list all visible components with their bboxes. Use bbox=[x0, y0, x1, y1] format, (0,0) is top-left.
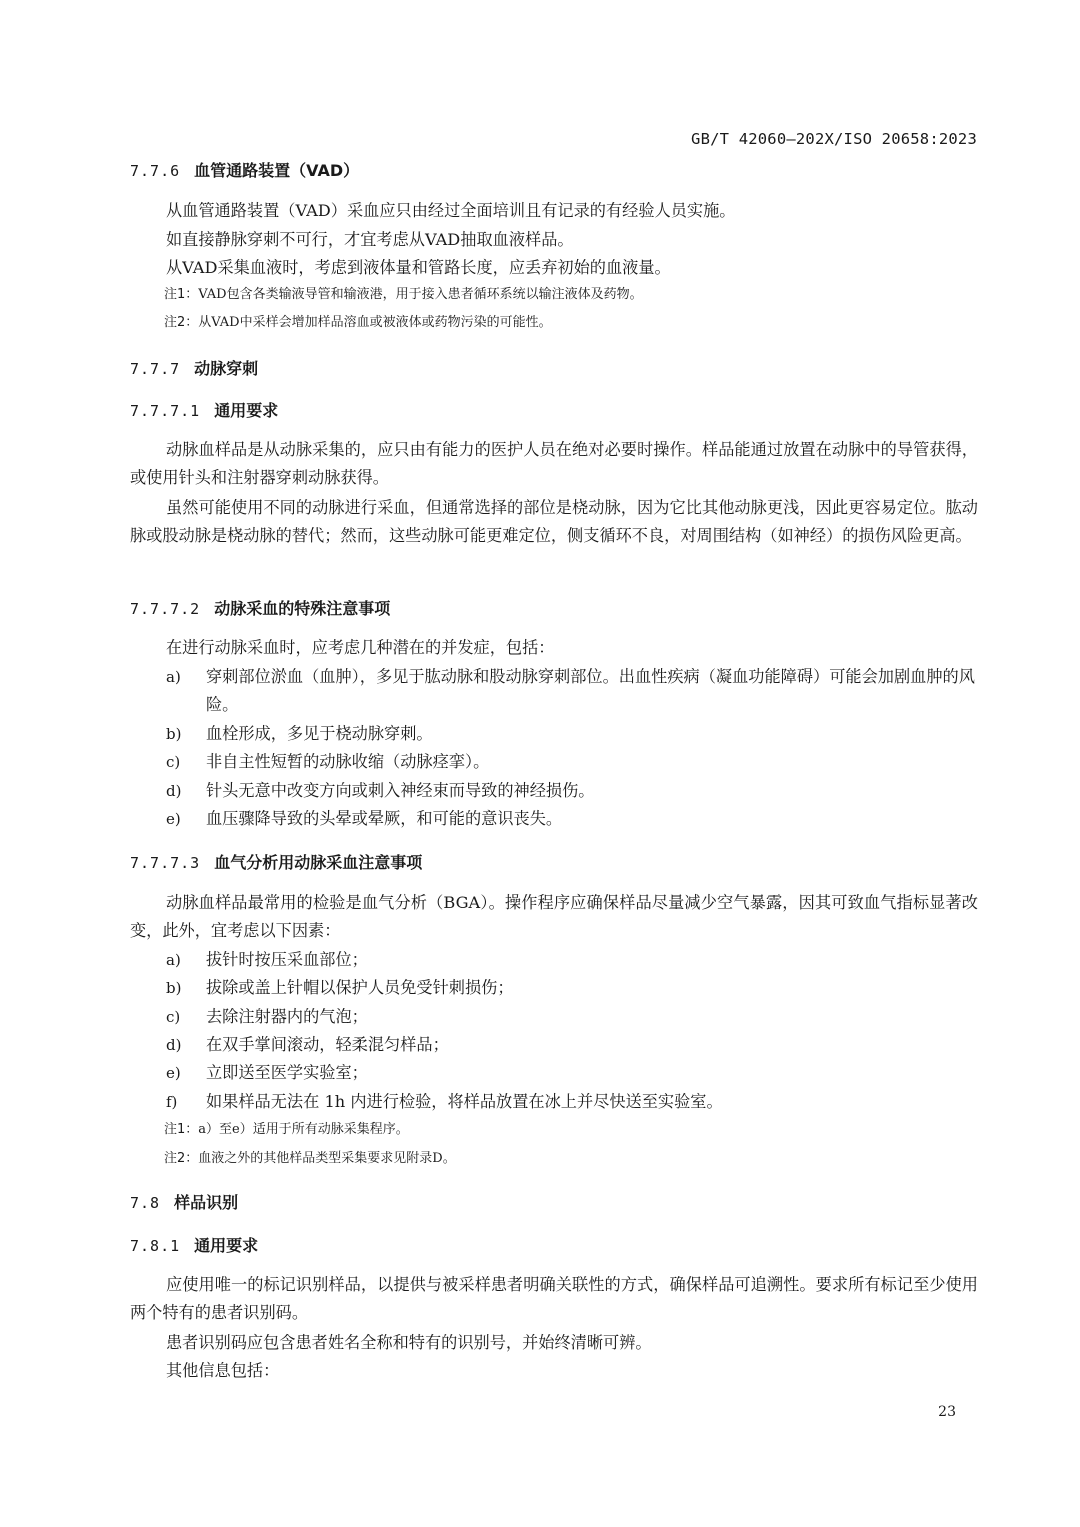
list-label: e) bbox=[166, 810, 181, 828]
note bbox=[164, 313, 552, 333]
list-item bbox=[166, 946, 978, 974]
note-label: 注2： bbox=[164, 315, 199, 330]
list-label: f) bbox=[166, 1093, 178, 1111]
heading-title: 通用要求 bbox=[194, 1236, 259, 1255]
note-label: 注2： bbox=[164, 1151, 199, 1166]
list-label: b) bbox=[166, 725, 182, 743]
paragraph: 其他信息包括： bbox=[166, 1361, 280, 1380]
list-item bbox=[166, 974, 978, 1002]
note bbox=[164, 1149, 456, 1169]
list-label: d) bbox=[166, 782, 182, 800]
note bbox=[164, 285, 643, 305]
heading-title: 动脉采血的特殊注意事项 bbox=[214, 599, 391, 618]
heading-7-7-7 bbox=[130, 356, 258, 379]
note bbox=[164, 1120, 409, 1140]
paragraph: 从VAD采集血液时，考虑到液体量和管路长度，应丢弃初始的血液量。 bbox=[166, 258, 671, 277]
heading-number: 7.7.7 bbox=[130, 360, 181, 378]
standard-header: GB/T 42060—202X/ISO 20658:2023 bbox=[691, 130, 977, 148]
list-text: 针头无意中改变方向或刺入神经束而导致的神经损伤。 bbox=[206, 781, 595, 800]
paragraph: 如直接静脉穿刺不可行，才宜考虑从VAD抽取血液样品。 bbox=[166, 230, 574, 249]
list-text: 在双手掌间滚动，轻柔混匀样品； bbox=[206, 1035, 449, 1054]
paragraph: 从血管通路装置（VAD）采血应只由经过全面培训且有记录的有经验人员实施。 bbox=[166, 201, 736, 220]
heading-number: 7.8 bbox=[130, 1194, 161, 1212]
note-text: a）至e）适用于所有动脉采集程序。 bbox=[198, 1122, 409, 1137]
page-number: 23 bbox=[938, 1404, 956, 1420]
heading-7-7-7-3 bbox=[130, 850, 422, 873]
heading-7-8-1 bbox=[130, 1233, 258, 1256]
list-item bbox=[166, 805, 978, 833]
heading-7-7-6 bbox=[130, 158, 359, 181]
paragraph: 虽然可能使用不同的动脉进行采血，但通常选择的部位是桡动脉，因为它比其他动脉更浅，因此更容易定位。肱动脉或股动脉是桡动脉的替代；然而，这些动脉可能更难定位，侧支循环不良，对周围结构（如神经）的损伤风险更高。 bbox=[130, 498, 978, 545]
list-label: d) bbox=[166, 1036, 182, 1054]
list-item bbox=[166, 748, 978, 776]
list-text: 如果样品无法在 1h 内进行检验，将样品放置在冰上并尽快送至实验室。 bbox=[206, 1092, 723, 1111]
paragraph: 患者识别码应包含患者姓名全称和特有的识别号，并始终清晰可辨。 bbox=[166, 1333, 652, 1352]
list-text: 立即送至医学实验室； bbox=[206, 1063, 368, 1082]
list-item bbox=[166, 1003, 978, 1031]
list-text: 拔除或盖上针帽以保护人员免受针刺损伤； bbox=[206, 978, 514, 997]
list-label: a) bbox=[166, 668, 181, 686]
heading-number: 7.7.7.2 bbox=[130, 600, 201, 618]
list-label: c) bbox=[166, 753, 181, 771]
paragraph: 在进行动脉采血时，应考虑几种潜在的并发症，包括： bbox=[166, 638, 555, 657]
list-text: 血压骤降导致的头晕或晕厥，和可能的意识丧失。 bbox=[206, 809, 563, 828]
heading-number: 7.7.6 bbox=[130, 162, 181, 180]
list-label: e) bbox=[166, 1064, 181, 1082]
paragraph: 动脉血样品是从动脉采集的，应只由有能力的医护人员在绝对必要时操作。样品能通过放置在动脉中的导管获得，或使用针头和注射器穿刺动脉获得。 bbox=[130, 440, 978, 487]
heading-number: 7.7.7.1 bbox=[130, 402, 201, 420]
heading-title: 动脉穿刺 bbox=[194, 359, 259, 378]
heading-title: 血管通路装置（VAD） bbox=[194, 161, 360, 180]
heading-7-7-7-2 bbox=[130, 596, 390, 619]
list-item bbox=[166, 777, 978, 805]
heading-number: 7.8.1 bbox=[130, 1237, 181, 1255]
list-item bbox=[166, 1059, 978, 1087]
list-item bbox=[166, 720, 978, 748]
heading-7-8 bbox=[130, 1190, 238, 1213]
heading-number: 7.7.7.3 bbox=[130, 854, 201, 872]
list-item bbox=[166, 1031, 978, 1059]
list-item bbox=[166, 1088, 978, 1116]
paragraph: 动脉血样品最常用的检验是血气分析（BGA）。操作程序应确保样品尽量减少空气暴露，因其可致血气指标显著改变，此外，宜考虑以下因素： bbox=[130, 893, 978, 940]
list-text: 拔针时按压采血部位； bbox=[206, 950, 368, 969]
note-text: VAD包含各类输液导管和输液港，用于接入患者循环系统以输注液体及药物。 bbox=[198, 287, 643, 302]
note-label: 注1： bbox=[164, 1122, 199, 1137]
list-label: b) bbox=[166, 979, 182, 997]
heading-title: 样品识别 bbox=[174, 1193, 239, 1212]
list-text: 非自主性短暂的动脉收缩（动脉痉挛）。 bbox=[206, 752, 490, 771]
paragraph: 应使用唯一的标记识别样品，以提供与被采样患者明确关联性的方式，确保样品可追溯性。要求所有标记至少使用两个特有的患者识别码。 bbox=[130, 1275, 978, 1322]
list-text: 血栓形成，多见于桡动脉穿刺。 bbox=[206, 724, 433, 743]
heading-title: 血气分析用动脉采血注意事项 bbox=[214, 853, 423, 872]
list-label: a) bbox=[166, 951, 181, 969]
note-label: 注1： bbox=[164, 287, 199, 302]
list-text: 穿刺部位淤血（血肿），多见于肱动脉和股动脉穿刺部位。出血性疾病（凝血功能障碍）可能会加剧血肿的风险。 bbox=[206, 667, 975, 714]
heading-title: 通用要求 bbox=[214, 401, 279, 420]
list-item bbox=[166, 663, 978, 719]
note-text: 血液之外的其他样品类型采集要求见附录D。 bbox=[198, 1151, 456, 1166]
list-label: c) bbox=[166, 1008, 181, 1026]
note-text: 从VAD中采样会增加样品溶血或被液体或药物污染的可能性。 bbox=[198, 315, 552, 330]
list-text: 去除注射器内的气泡； bbox=[206, 1007, 368, 1026]
heading-7-7-7-1 bbox=[130, 398, 278, 421]
